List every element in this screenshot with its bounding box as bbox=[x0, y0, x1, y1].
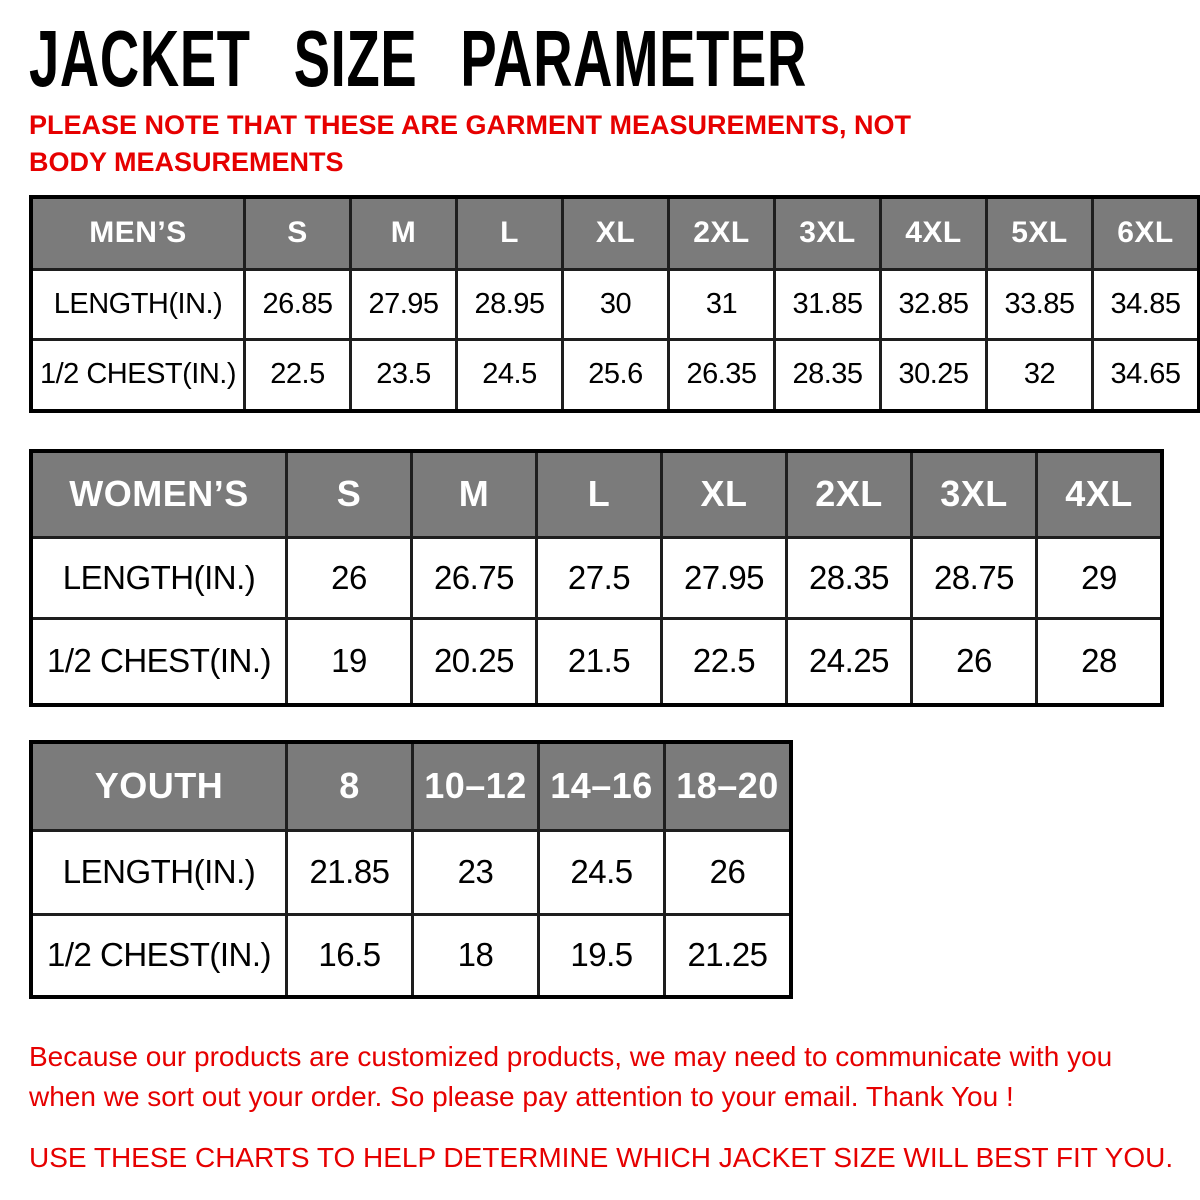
value-cell: 26.75 bbox=[412, 537, 537, 618]
value-cell: 26.85 bbox=[245, 269, 351, 339]
page-title: JACKET SIZE PARAMETER bbox=[29, 14, 807, 103]
value-cell: 18 bbox=[413, 914, 539, 997]
value-cell: 22.5 bbox=[662, 618, 787, 705]
value-cell: 28.35 bbox=[775, 339, 881, 411]
value-cell: 29 bbox=[1037, 537, 1163, 618]
value-cell: 23.5 bbox=[351, 339, 457, 411]
value-cell: 23 bbox=[413, 830, 539, 914]
value-cell: 28 bbox=[1037, 618, 1163, 705]
size-header-cell: 2XL bbox=[787, 451, 912, 537]
row-label-cell: LENGTH(IN.) bbox=[31, 269, 245, 339]
size-header-cell: 14–16 bbox=[539, 742, 665, 830]
table-row bbox=[31, 339, 1199, 411]
size-header-cell: 6XL bbox=[1093, 197, 1200, 269]
value-cell: 28.35 bbox=[787, 537, 912, 618]
row-label-cell: 1/2 CHEST(IN.) bbox=[31, 618, 287, 705]
value-cell: 34.85 bbox=[1093, 269, 1200, 339]
value-cell: 26 bbox=[912, 618, 1037, 705]
size-header-cell: 3XL bbox=[912, 451, 1037, 537]
value-cell: 30.25 bbox=[881, 339, 987, 411]
size-header-cell: M bbox=[412, 451, 537, 537]
size-header-cell: L bbox=[537, 451, 662, 537]
customization-notice: Because our products are customized products, we may need to communicate with you when we sort out your order. So please pay attention to your email. Thank You ! bbox=[29, 1041, 1113, 1112]
value-cell: 32.85 bbox=[881, 269, 987, 339]
value-cell: 25.6 bbox=[563, 339, 669, 411]
value-cell: 33.85 bbox=[987, 269, 1093, 339]
row-label-cell: LENGTH(IN.) bbox=[31, 830, 287, 914]
value-cell: 24.5 bbox=[539, 830, 665, 914]
table-row bbox=[31, 269, 1199, 339]
value-cell: 34.65 bbox=[1093, 339, 1200, 411]
value-cell: 26 bbox=[665, 830, 792, 914]
row-label-cell: 1/2 CHEST(IN.) bbox=[31, 914, 287, 997]
size-header-cell: XL bbox=[662, 451, 787, 537]
row-label-cell: 1/2 CHEST(IN.) bbox=[31, 339, 245, 411]
size-header-cell: M bbox=[351, 197, 457, 269]
size-header-cell: S bbox=[245, 197, 351, 269]
value-cell: 27.5 bbox=[537, 537, 662, 618]
value-cell: 30 bbox=[563, 269, 669, 339]
value-cell: 21.5 bbox=[537, 618, 662, 705]
garment-measurement-note: PLEASE NOTE THAT THESE ARE GARMENT MEASUREMENTS, NOT BODY MEASUREMENTS bbox=[29, 110, 912, 177]
table-title-cell: WOMEN’S bbox=[31, 451, 287, 537]
size-header-cell: 8 bbox=[287, 742, 413, 830]
table-row bbox=[31, 618, 1162, 705]
size-header-cell: 5XL bbox=[987, 197, 1093, 269]
value-cell: 21.85 bbox=[287, 830, 413, 914]
size-header-cell: 10–12 bbox=[413, 742, 539, 830]
value-cell: 22.5 bbox=[245, 339, 351, 411]
size-header-cell: 2XL bbox=[669, 197, 775, 269]
table-row bbox=[31, 830, 791, 914]
value-cell: 32 bbox=[987, 339, 1093, 411]
table-header-row bbox=[31, 742, 791, 830]
size-header-cell: 18–20 bbox=[665, 742, 792, 830]
value-cell: 26.35 bbox=[669, 339, 775, 411]
mens-size-table bbox=[29, 195, 1200, 413]
value-cell: 24.25 bbox=[787, 618, 912, 705]
size-header-cell: L bbox=[457, 197, 563, 269]
value-cell: 31 bbox=[669, 269, 775, 339]
row-label-cell: LENGTH(IN.) bbox=[31, 537, 287, 618]
value-cell: 21.25 bbox=[665, 914, 792, 997]
value-cell: 31.85 bbox=[775, 269, 881, 339]
value-cell: 28.75 bbox=[912, 537, 1037, 618]
chart-usage-advice: USE THESE CHARTS TO HELP DETERMINE WHICH JACKET SIZE WILL BEST FIT YOU. bbox=[29, 1142, 1174, 1173]
size-header-cell: 4XL bbox=[881, 197, 987, 269]
value-cell: 19 bbox=[287, 618, 412, 705]
size-header-cell: S bbox=[287, 451, 412, 537]
size-header-cell: XL bbox=[563, 197, 669, 269]
womens-size-table bbox=[29, 449, 1164, 707]
value-cell: 27.95 bbox=[351, 269, 457, 339]
youth-size-table bbox=[29, 740, 793, 999]
value-cell: 28.95 bbox=[457, 269, 563, 339]
size-header-cell: 3XL bbox=[775, 197, 881, 269]
table-header-row bbox=[31, 451, 1162, 537]
table-title-cell: MEN’S bbox=[31, 197, 245, 269]
value-cell: 27.95 bbox=[662, 537, 787, 618]
table-row bbox=[31, 914, 791, 997]
size-header-cell: 4XL bbox=[1037, 451, 1163, 537]
value-cell: 26 bbox=[287, 537, 412, 618]
value-cell: 24.5 bbox=[457, 339, 563, 411]
table-row bbox=[31, 537, 1162, 618]
value-cell: 16.5 bbox=[287, 914, 413, 997]
value-cell: 19.5 bbox=[539, 914, 665, 997]
table-title-cell: YOUTH bbox=[31, 742, 287, 830]
value-cell: 20.25 bbox=[412, 618, 537, 705]
table-header-row bbox=[31, 197, 1199, 269]
